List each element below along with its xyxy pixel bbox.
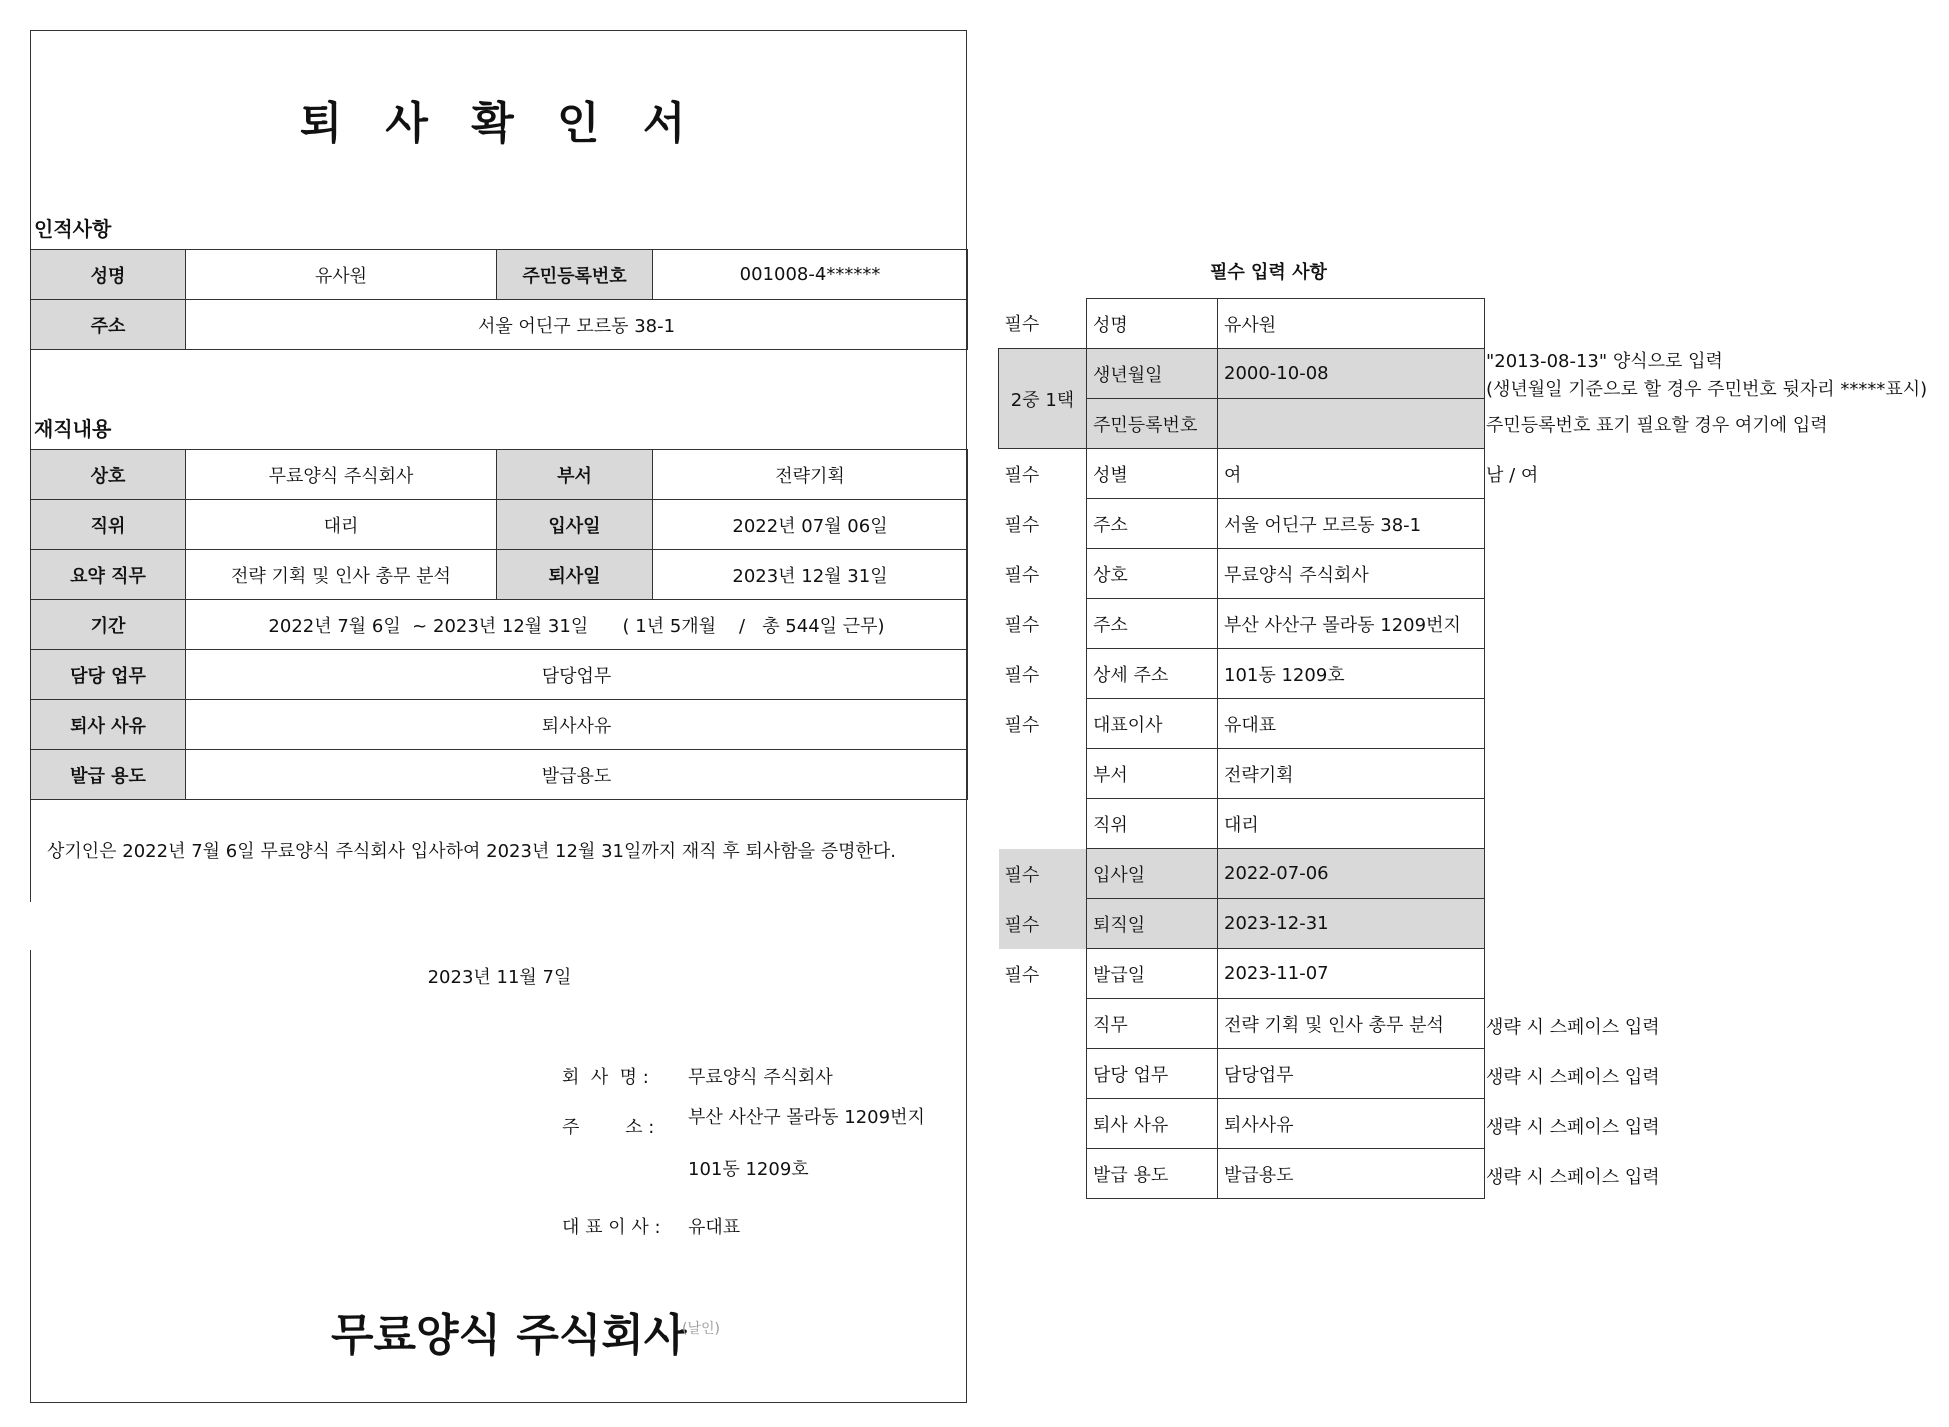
required-marker (999, 749, 1087, 799)
company-label: 상호 (31, 450, 186, 500)
required-marker: 필수 (1004, 514, 1040, 536)
input-value[interactable]: 발급용도 (1218, 1149, 1485, 1199)
purpose-label: 발급 용도 (31, 750, 186, 800)
seal-company-name: 무료양식 주식회사 (331, 1310, 687, 1361)
dept-value: 전략기획 (653, 450, 968, 500)
input-label: 입사일 (1087, 849, 1218, 899)
seal-mark: (날인) (682, 1321, 720, 1337)
note-skip-purpose: 생략 시 스페이스 입력 (1486, 1167, 1660, 1188)
input-value[interactable]: 담당업무 (1218, 1049, 1485, 1099)
input-table-title: 필수 입력 사항 (1210, 262, 1327, 283)
input-label: 직위 (1087, 799, 1218, 849)
hire-value: 2022년 07월 06일 (653, 500, 968, 550)
name-label: 성명 (31, 250, 186, 300)
document-title: 퇴 사 확 인 서 (299, 98, 700, 149)
input-label: 주민등록번호 (1087, 399, 1218, 449)
input-label: 주소 (1087, 599, 1218, 649)
hire-label: 입사일 (497, 500, 653, 550)
duty-summary-value: 전략 기획 및 인사 총무 분석 (186, 550, 497, 600)
issuer-company: 무료양식 주식회사 (688, 1067, 833, 1088)
issue-date: 2023년 11월 7일 (427, 967, 572, 988)
leave-label: 퇴사일 (497, 550, 653, 600)
input-label: 주소 (1087, 499, 1218, 549)
duty-label: 담당 업무 (31, 650, 186, 700)
input-label: 대표이사 (1087, 699, 1218, 749)
issuer-company-label: 회 사 명 : (562, 1067, 649, 1088)
input-value[interactable]: 여 (1218, 449, 1485, 499)
dept-label: 부서 (497, 450, 653, 500)
duty-summary-label: 요약 직무 (31, 550, 186, 600)
position-value: 대리 (186, 500, 497, 550)
input-label: 직무 (1087, 999, 1218, 1049)
issuer-address-line2: 101동 1209호 (688, 1159, 809, 1180)
certification-statement: 상기인은 2022년 7월 6일 무료양식 주식회사 입사하여 2023년 12월 31일까지 재직 후 퇴사함을 증명한다. (47, 841, 897, 862)
input-row (999, 549, 1485, 599)
id-value: 001008-4****** (653, 250, 968, 300)
input-row (999, 899, 1485, 949)
note-birth-detail: (생년월일 기준으로 할 경우 주민번호 뒷자리 *****표시) (1486, 379, 1928, 400)
required-marker: 필수 (1004, 464, 1040, 486)
input-label: 상호 (1087, 549, 1218, 599)
input-row (999, 649, 1485, 699)
required-marker: 필수 (999, 899, 1087, 949)
choice-label: 2중 1택 (999, 349, 1087, 449)
employment-table (30, 449, 968, 800)
input-value[interactable] (1218, 399, 1485, 449)
required-marker: 필수 (999, 849, 1087, 899)
input-label: 퇴사 사유 (1087, 1099, 1218, 1149)
input-value[interactable]: 유사원 (1218, 299, 1485, 349)
input-row (999, 699, 1485, 749)
required-marker: 필수 (1004, 964, 1040, 986)
input-row (999, 499, 1485, 549)
company-value: 무료양식 주식회사 (186, 450, 497, 500)
input-row (999, 799, 1485, 849)
input-row (999, 1149, 1485, 1199)
input-label: 발급 용도 (1087, 1149, 1218, 1199)
personal-table (30, 249, 968, 350)
period-value: 2022년 7월 6일 ~ 2023년 12월 31일 ( 1년 5개월 / 총 544일 근무) (186, 600, 968, 650)
input-row (999, 949, 1485, 999)
required-marker: 필수 (1004, 564, 1040, 586)
input-label: 성별 (1087, 449, 1218, 499)
required-marker (999, 1049, 1087, 1099)
reason-value: 퇴사사유 (186, 700, 968, 750)
input-value[interactable]: 2022-07-06 (1218, 849, 1485, 899)
note-gender: 남 / 여 (1486, 465, 1539, 486)
duty-value: 담당업무 (186, 650, 968, 700)
input-value[interactable]: 대리 (1218, 799, 1485, 849)
section-personal: 인적사항 (34, 217, 112, 241)
position-label: 직위 (31, 500, 186, 550)
input-value[interactable]: 퇴사사유 (1218, 1099, 1485, 1149)
issuer-address-line1: 부산 사산구 몰라동 1209번지 (688, 1107, 925, 1128)
input-row (999, 349, 1485, 399)
input-row (999, 299, 1485, 349)
required-marker (999, 1149, 1087, 1199)
input-label: 부서 (1087, 749, 1218, 799)
input-value[interactable]: 2023-12-31 (1218, 899, 1485, 949)
input-value[interactable]: 전략기획 (1218, 749, 1485, 799)
name-value: 유사원 (186, 250, 497, 300)
input-value[interactable]: 부산 사산구 몰라동 1209번지 (1218, 599, 1485, 649)
input-row (999, 449, 1485, 499)
input-row (999, 749, 1485, 799)
input-label: 발급일 (1087, 949, 1218, 999)
frame-gap (20, 902, 40, 950)
input-value[interactable]: 무료양식 주식회사 (1218, 549, 1485, 599)
required-marker: 필수 (1004, 664, 1040, 686)
input-label: 퇴직일 (1087, 899, 1218, 949)
address-label: 주소 (31, 300, 186, 350)
period-label: 기간 (31, 600, 186, 650)
required-marker (999, 799, 1087, 849)
purpose-value: 발급용도 (186, 750, 968, 800)
address-value: 서울 어딘구 모르동 38-1 (186, 300, 968, 350)
note-skip-responsibility: 생략 시 스페이스 입력 (1486, 1067, 1660, 1088)
required-marker (999, 1099, 1087, 1149)
input-value[interactable]: 2000-10-08 (1218, 349, 1485, 399)
input-row (999, 1099, 1485, 1149)
ceo-label: 대 표 이 사 : (562, 1217, 661, 1238)
input-table (998, 298, 1485, 1199)
input-row (999, 999, 1485, 1049)
input-label: 생년월일 (1087, 349, 1218, 399)
section-employment: 재직내용 (34, 417, 112, 441)
id-label: 주민등록번호 (497, 250, 653, 300)
input-label: 상세 주소 (1087, 649, 1218, 699)
required-marker: 필수 (1004, 314, 1040, 336)
issuer-address-label: 주 소 : (562, 1117, 655, 1138)
input-value[interactable]: 유대표 (1218, 699, 1485, 749)
input-value[interactable]: 2023-11-07 (1218, 949, 1485, 999)
required-marker (999, 999, 1087, 1049)
input-row (999, 849, 1485, 899)
note-id: 주민등록번호 표기 필요할 경우 여기에 입력 (1486, 415, 1828, 436)
note-skip-reason: 생략 시 스페이스 입력 (1486, 1117, 1660, 1138)
input-value[interactable]: 서울 어딘구 모르동 38-1 (1218, 499, 1485, 549)
reason-label: 퇴사 사유 (31, 700, 186, 750)
certificate-page (30, 30, 967, 1403)
note-birth-format: "2013-08-13" 양식으로 입력 (1486, 351, 1723, 372)
required-marker: 필수 (1004, 614, 1040, 636)
note-skip-duty: 생략 시 스페이스 입력 (1486, 1017, 1660, 1038)
input-value[interactable]: 101동 1209호 (1218, 649, 1485, 699)
input-label: 담당 업무 (1087, 1049, 1218, 1099)
input-row (999, 1049, 1485, 1099)
input-value[interactable]: 전략 기획 및 인사 총무 분석 (1218, 999, 1485, 1049)
leave-value: 2023년 12월 31일 (653, 550, 968, 600)
input-label: 성명 (1087, 299, 1218, 349)
input-row (999, 599, 1485, 649)
ceo-name: 유대표 (688, 1217, 741, 1238)
required-marker: 필수 (1004, 714, 1040, 736)
